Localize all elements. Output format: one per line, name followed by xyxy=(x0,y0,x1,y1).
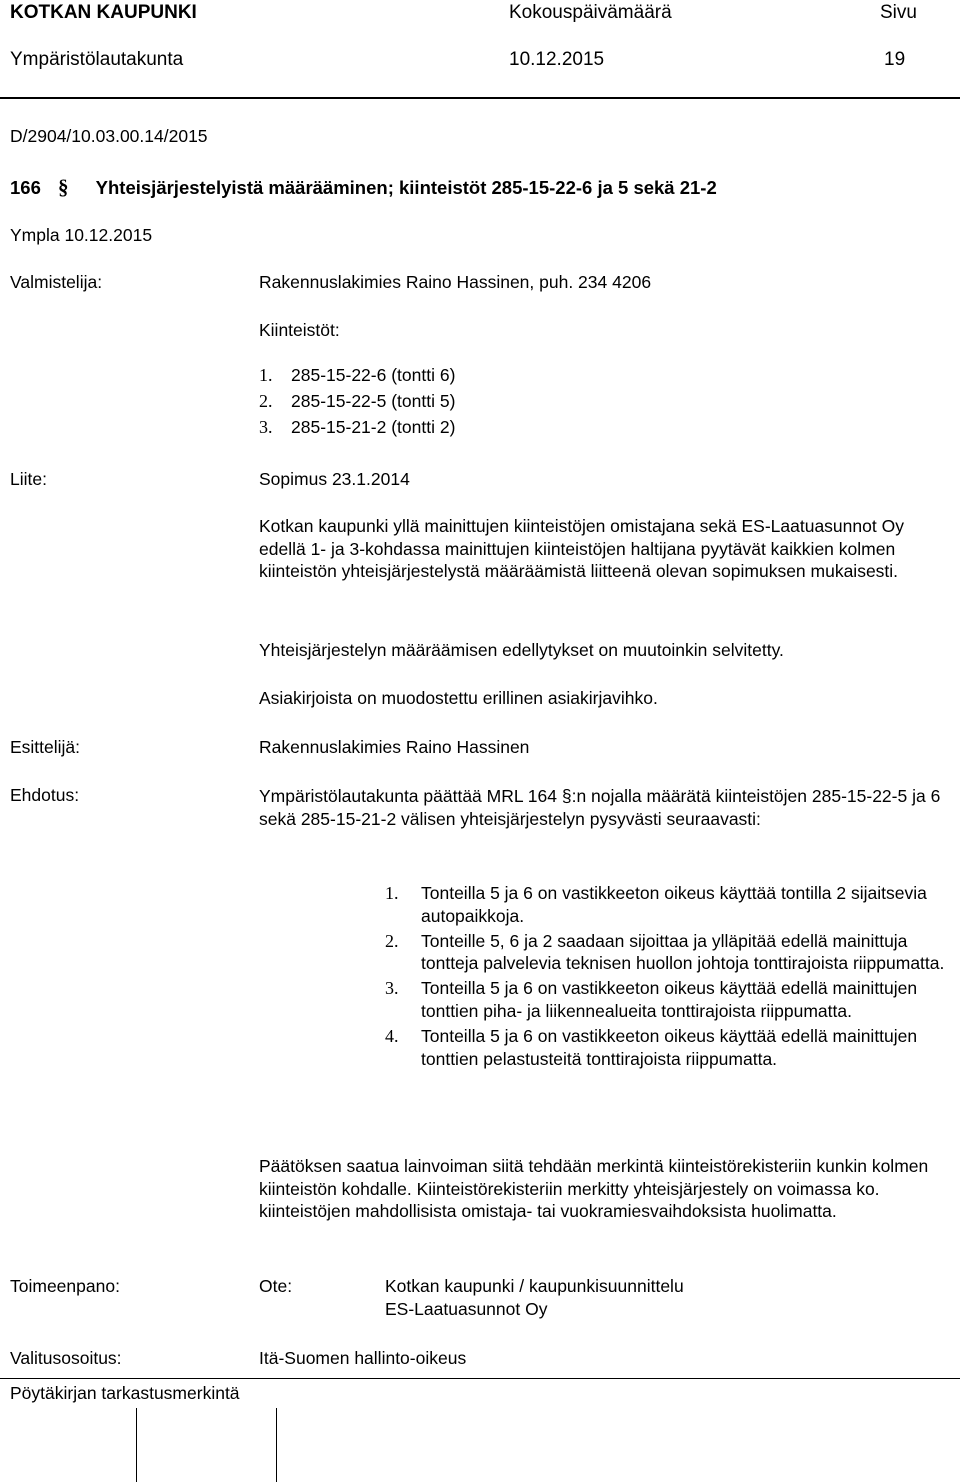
prerequisites-paragraph: Yhteisjärjestelyn määräämisen edellytykset on muutoinkin selvitetty. xyxy=(259,640,784,660)
presenter-value: Rakennuslakimies Raino Hassinen xyxy=(259,737,530,757)
case-title: Yhteisjärjestelyistä määrääminen; kiinteistöt 285-15-22-6 ja 5 sekä 21-2 xyxy=(95,177,717,198)
preparer-value: Rakennuslakimies Raino Hassinen, puh. 234 4206 xyxy=(259,272,652,292)
proposal-item: 2. Tonteille 5, 6 ja 2 saadaan sijoittaa ja ylläpitää edellä mainittuja tontteja palvelevia teknisen huollon johtoja tonttirajoista riippumatta. xyxy=(385,930,945,974)
proposal-label: Ehdotus: xyxy=(10,785,80,805)
meeting-reference: Ympla 10.12.2015 xyxy=(10,225,153,245)
background-paragraph: Kotkan kaupunki yllä mainittujen kiinteistöjen omistajana sekä ES-Laatuasunnot Oy edellä 1- ja 3-kohdassa mainittujen kiinteistöjen haltijana pyytävät kaikkien kolmen kiinteistön yhteisjärjestelystä määräämistä liitteenä olevan sopimuksen mukaisesti. xyxy=(259,516,904,582)
case-heading xyxy=(10,175,717,200)
organization-name: KOTKAN KAUPUNKI xyxy=(10,2,197,23)
review-box-label: Pöytäkirjan tarkastusmerkintä xyxy=(10,1383,240,1403)
section-sign: § xyxy=(58,175,69,199)
proposal-closing: Päätöksen saatua lainvoiman siitä tehdään merkintä kiinteistörekisteriin kunkin kolmen kiinteistön kohdalle. Kiinteistörekisteriin merkitty yhteisjärjestely on voimassa ko. kiinteistöjen mahdollisista omistaja- tai vuokramiesvaihdoksista huolimatta. xyxy=(259,1156,929,1222)
implementation-label: Toimeenpano: xyxy=(10,1276,120,1296)
property-item: 1. 285-15-22-6 (tontti 6) xyxy=(259,365,456,385)
review-box-divider xyxy=(136,1408,137,1482)
case-number: 166 xyxy=(10,177,41,198)
presenter-label: Esittelijä: xyxy=(10,737,81,757)
proposal-item: 4. Tonteilla 5 ja 6 on vastikkeeton oikeus käyttää edellä mainittujen tonttien pelastusteitä tonttirajoista riippumatta. xyxy=(385,1025,918,1069)
committee-name: Ympäristölautakunta xyxy=(10,49,184,70)
recipient-2: ES-Laatuasunnot Oy xyxy=(385,1299,548,1319)
page-number: 19 xyxy=(884,49,906,70)
page-label: Sivu xyxy=(880,2,917,23)
recipient-1: Kotkan kaupunki / kaupunkisuunnittelu xyxy=(385,1276,684,1296)
property-item: 3. 285-15-21-2 (tontti 2) xyxy=(259,417,456,437)
property-item: 2. 285-15-22-5 (tontti 5) xyxy=(259,391,456,411)
excerpt-label: Ote: xyxy=(259,1276,293,1296)
appeal-label: Valitusosoitus: xyxy=(10,1348,122,1368)
proposal-item: 1. Tonteilla 5 ja 6 on vastikkeeton oikeus käyttää tontilla 2 sijaitsevia autopaikkoja. xyxy=(385,883,927,926)
meeting-date: 10.12.2015 xyxy=(509,49,605,70)
properties-list xyxy=(259,362,455,440)
dossier-paragraph: Asiakirjoista on muodostettu erillinen asiakirjavihko. xyxy=(259,688,658,708)
header-rule xyxy=(0,97,960,99)
attachment-label: Liite: xyxy=(10,469,47,489)
attachment-value: Sopimus 23.1.2014 xyxy=(259,469,410,489)
appeal-value: Itä-Suomen hallinto-oikeus xyxy=(259,1348,467,1368)
review-box-divider xyxy=(276,1408,277,1482)
proposal-intro: Ympäristölautakunta päättää MRL 164 §:n nojalla määrätä kiinteistöjen 285-15-22-5 ja 6 sekä 285-15-21-2 välisen yhteisjärjestelyn pysyvästi seuraavasti: xyxy=(259,786,941,829)
date-label: Kokouspäivämäärä xyxy=(509,2,672,23)
diary-number: D/2904/10.03.00.14/2015 xyxy=(10,126,208,146)
properties-heading: Kiinteistöt: xyxy=(259,320,340,340)
proposal-list xyxy=(385,882,960,1072)
preparer-label: Valmistelija: xyxy=(10,272,103,292)
proposal-item: 3. Tonteilla 5 ja 6 on vastikkeeton oikeus käyttää edellä mainittujen tonttien piha- ja liikennealueita tonttirajoista riippumatta. xyxy=(385,978,918,1021)
